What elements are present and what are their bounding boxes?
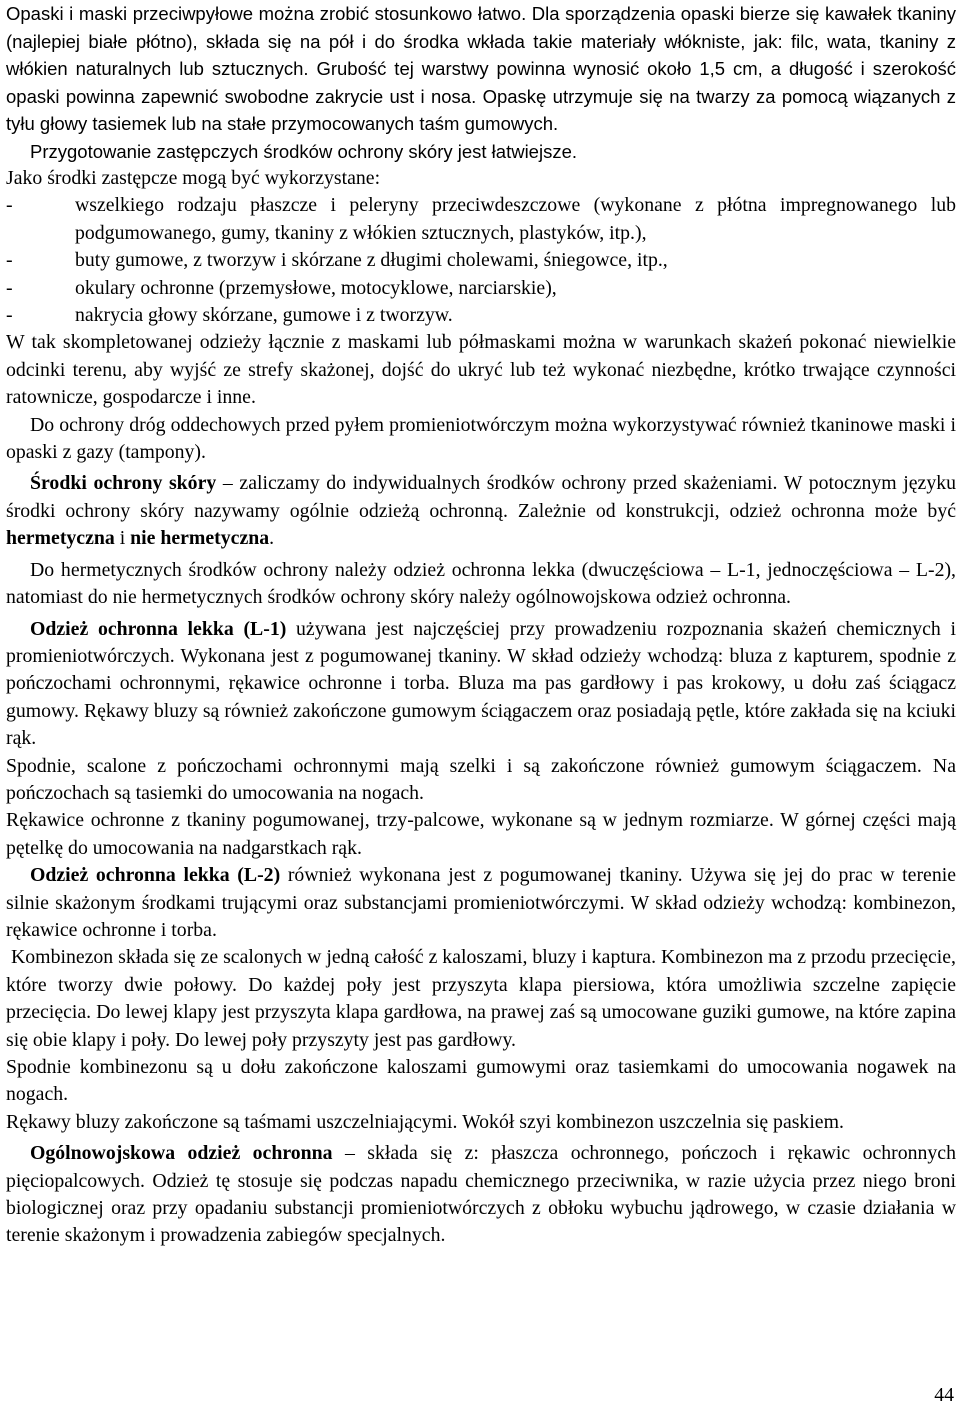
list-item [6, 247, 956, 274]
page-number: 44 [934, 1384, 954, 1406]
document-page [6, 0, 956, 1250]
list-dash: - [6, 304, 13, 327]
term-l2: Odzież ochronna lekka (L-2) [30, 864, 281, 887]
paragraph-skin-protection: Środki ochrony skóry – zaliczamy do indywidualnych środków ochrony przed skażeniami. W potocznym języku środki ochrony skóry nazywamy ogólnie odzieżą ochronną. Zależnie od konstrukcji, odzież ochronna może być hermetyczna i nie hermetyczna. [6, 472, 956, 550]
paragraph-l1: Odzież ochronna lekka (L-1) używana jest najczęściej przy prowadzeniu rozpoznania skażeń chemicznych i promieniotwórczych. Wykonana jest z pogumowanej tkaniny. W skład odzieży wchodzą: bluza z kapturem, spodnie z pończochami ochronnymi, rękawice ochronne i torba. Bluza ma pas gardłowy i pas krokowy, u dołu zaś ściągacz gumowy. Rękawy bluzy są również zakończone gumowym ściągaczem oraz posiadają pętle, które zakłada się na kciuki rąk. [6, 617, 957, 750]
list-item-text: buty gumowe, z tworzyw i skórzane z długimi cholewami, śniegowce, itp., [75, 249, 668, 272]
paragraph-hermetic-types: Do hermetycznych środków ochrony należy odzież ochronna lekka (dwuczęściowa – L-1, jednoczęściowa – L-2), natomiast do nie hermetycznych środków ochrony skóry należy ogólnowojskowa odzież ochronna. [6, 558, 956, 609]
term-general-army: Ogólnowojskowa odzież ochronna [30, 1142, 333, 1165]
term-hermetic: hermetyczna [6, 527, 115, 550]
paragraph-sleeves: Rękawy bluzy zakończone są taśmami uszczelniającymi. Wokół szyi kombinezon uszczelnia się paskiem. [6, 1110, 844, 1133]
paragraph-gloves: Rękawice ochronne z tkaniny pogumowanej, trzy-palcowe, wykonane są w jednym rozmiarze. W górnej części mają pętelkę do umocowania na nadgarstkach rąk. [6, 809, 956, 859]
paragraph-coverall: Kombinezon składa się ze scalonych w jedną całość z kaloszami, bluzy i kaptura. Kombinezon ma z przodu przecięcie, które tworzy dwie połowy. Do każdej poły jest przyszyta klapa piersiowa, która umożliwia szczelne zapięcie przecięcia. Do lewej klapy jest przyszyta klapa gardłowa, na prawej zaś są umocowane guziki gumowe, na które zapina się obie klapy i poły. Do lewej poły przyszyty jest pas gardłowy. [6, 946, 956, 1051]
paragraph-l2: Odzież ochronna lekka (L-2) również wykonana jest z pogumowanej tkaniny. Używa się jej do prac w terenie silnie skażonym środkami trującymi oraz substancjami promieniotwórczymi. W skład odzieży wchodzą: kombinezon, rękawice ochronne i torba. [6, 864, 956, 941]
list-item-text: okulary ochronne (przemysłowe, motocyklowe, narciarskie), [75, 276, 557, 299]
term-l1: Odzież ochronna lekka (L-1) [30, 617, 287, 640]
substitutes-list [6, 192, 956, 329]
paragraph-substitutes-lead: Jako środki zastępcze mogą być wykorzystane: [6, 167, 381, 189]
list-item [6, 302, 956, 329]
paragraph-respiratory-protection: Do ochrony dróg oddechowych przed pyłem promieniotwórczym można wykorzystywać również tkaninowe maski i opaski z gazy (tampony). [6, 413, 956, 464]
list-item-text: nakrycia głowy skórzane, gumowe i z tworzyw. [75, 304, 453, 327]
list-item-text: wszelkiego rodzaju płaszcze i peleryny przeciwdeszczowe (wykonane z płótna impregnowanego lub podgumowanego, gumy, tkaniny z włókien sztucznych, plastyków, itp.), [75, 194, 956, 244]
term-skin-protection: Środki ochrony skóry [30, 472, 217, 495]
list-item [6, 275, 956, 302]
paragraph-masks-intro: Opaski i maski przeciwpyłowe można zrobić stosunkowo łatwo. Dla sporządzenia opaski bierze się kawałek tkaniny (najlepiej białe płótno), składa się na pół i do środka wkłada takie materiały włókniste, jak: filc, wata, tkaniny z włókien naturalnych lub sztucznych. Grubość tej warstwy powinna wynosić około 1,5 cm, a długość i szerokość opaski powinna zapewnić swobodne zakrycie ust i nosa. Opaskę utrzymuje się na twarzy za pomocą wiązanych z tyłu głowy tasiemek lub na stałe przymocowanych taśm gumowych. [6, 3, 956, 134]
list-dash: - [6, 276, 13, 299]
list-dash: - [6, 194, 13, 217]
term-non-hermetic: nie hermetyczna [130, 527, 270, 550]
paragraph-general-army: Ogólnowojskowa odzież ochronna – składa się z: płaszcza ochronnego, pończoch i rękawic ochronnych pięciopalcowych. Odzież tę stosuje się podczas napadu chemicznego przeciwnika, w razie użycia przez niego broni biologicznej oraz przy opadaniu substancji promieniotwórczych z obłoku wybuchu jądrowego, w czasie działania w terenie skażonym i prowadzenia zabiegów specjalnych. [6, 1142, 956, 1247]
paragraph-coverall-trousers: Spodnie kombinezonu są u dołu zakończone kaloszami gumowymi oraz tasiemkami do umocowania nogawek na nogach. [6, 1056, 956, 1106]
paragraph-skin-substitutes: Przygotowanie zastępczych środków ochrony skóry jest łatwiejsze. [30, 140, 578, 162]
paragraph-trousers: Spodnie, scalone z pończochami ochronnymi mają szelki i są zakończone również gumowym ściągaczem. Na pończochach są tasiemki do umocowania na nogach. [6, 754, 956, 804]
list-dash: - [6, 249, 13, 272]
paragraph-completed-clothing: W tak skompletowanej odzieży łącznie z maskami lub półmaskami można w warunkach skażeń pokonać niewielkie odcinki terenu, aby wyjść ze strefy skażonej, dojść do ukryć lub też wykonać niezbędne, krótko trwające czynności ratownicze, gospodarcze i inne. [6, 331, 956, 409]
list-item [6, 192, 956, 247]
